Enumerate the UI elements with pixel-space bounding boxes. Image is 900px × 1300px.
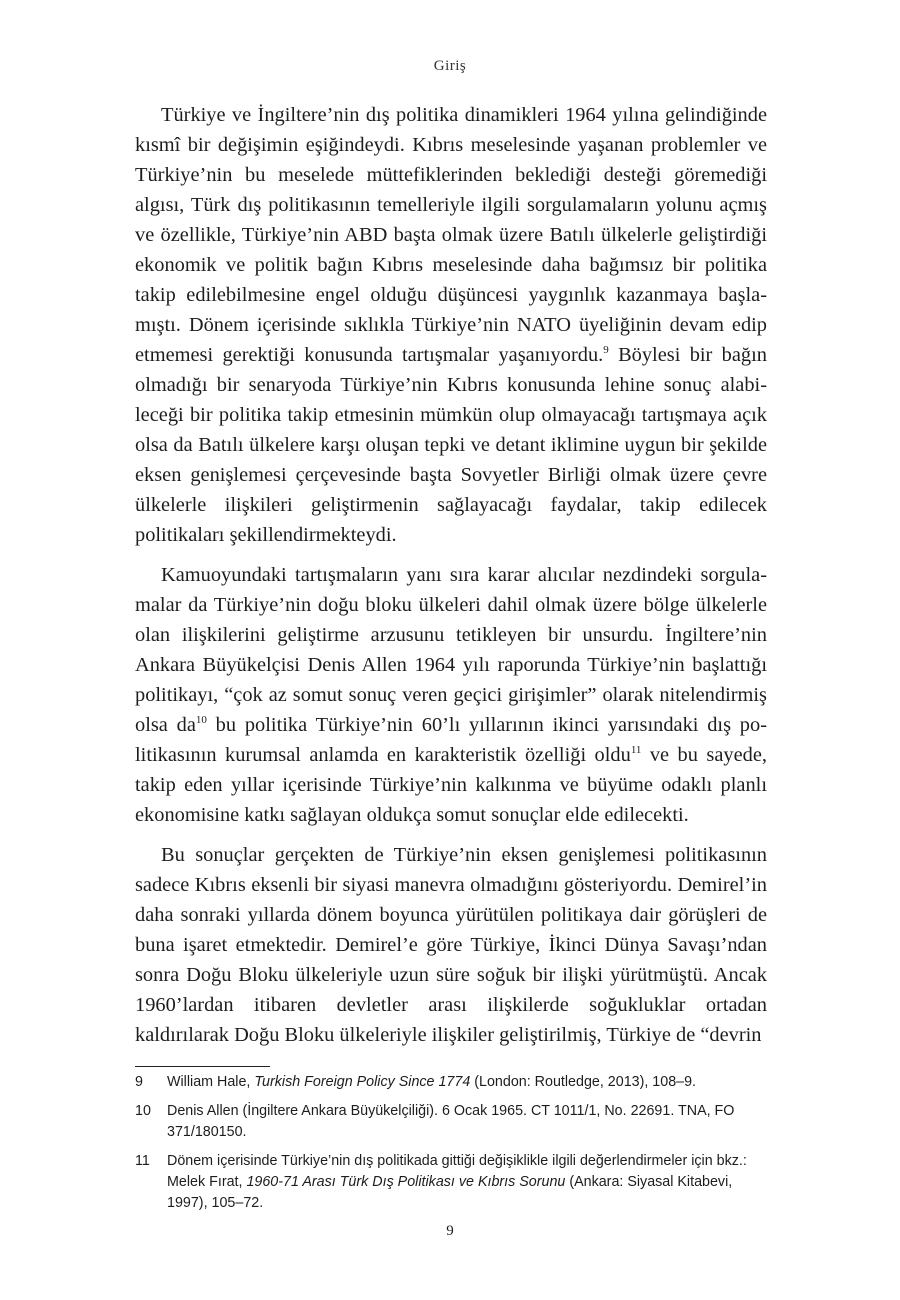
page-number: 9 bbox=[446, 1223, 454, 1239]
footnotes bbox=[135, 1072, 767, 1222]
book-title: 1960-71 Arası Türk Dış Politikası ve Kıbrıs Sorunu bbox=[246, 1174, 566, 1190]
text-run: Denis Allen (İngiltere Ankara Büyükelçiliği). 6 Ocak 1965. CT 1011/1, No. 22691. TNA, FO 371/180150. bbox=[167, 1103, 735, 1140]
footnote-text bbox=[167, 1101, 767, 1143]
text-run: Bu sonuçlar gerçekten de Türkiye’nin eksen genişlemesi politikasının sadece Kıbrıs eksenli bir siyasi manevra olmadığını gösteriyordu. Demirel’in daha sonraki yıllarda dönem boyunca yürütülen politikaya dair görüşleri de buna işaret etmektedir. Demirel’e göre Türkiye, İkinci Dünya Savaşı’ndan sonra Doğu Bloku ülkeleriyle uzun süre soğuk bir ilişki yürütmüştü. Ancak 1960’lardan itibaren devletler arası ilişkilerde soğukluklar ortadan kaldırılarak Doğu Bloku ülkeleriyle ilişkiler geliştirilmiş, Türkiye de “devrin bbox=[135, 844, 767, 1046]
footnote-text bbox=[167, 1151, 767, 1214]
footnote-9 bbox=[135, 1072, 767, 1093]
text-run: bu politika Türkiye’nin 60’lı yıllarının ikinci yarısındaki dış politikasının kurumsal anlamda en karakteristik özelliği oldu bbox=[135, 714, 767, 766]
footnote-10 bbox=[135, 1101, 767, 1143]
footnote-text bbox=[167, 1072, 767, 1093]
footnote-number: 10 bbox=[135, 1103, 151, 1119]
footnote-ref-11[interactable]: 11 bbox=[630, 744, 642, 756]
text-run: (London: Routledge, 2013), 108–9. bbox=[470, 1074, 697, 1090]
text-run: ve bu sayede, takip eden yıllar içerisinde Türkiye’nin kalkınma ve büyüme odaklı planlı ekonomisine katkı sağlayan oldukça somut sonuçlar elde edilecekti. bbox=[135, 744, 767, 826]
paragraph-1 bbox=[135, 100, 767, 550]
book-title: Turkish Foreign Policy Since 1774 bbox=[254, 1074, 471, 1090]
footnote-ref-10[interactable]: 10 bbox=[195, 714, 207, 726]
running-head: Giriş bbox=[433, 58, 467, 74]
footnote-number: 9 bbox=[135, 1074, 143, 1090]
text-run: (Ankara: Siyasal Kitabevi, 1997), 105–72. bbox=[167, 1174, 733, 1211]
paragraph-3 bbox=[135, 840, 767, 1050]
footnote-number: 11 bbox=[135, 1153, 150, 1169]
footnote-11 bbox=[135, 1151, 767, 1214]
body-text bbox=[135, 100, 767, 1060]
text-run: Türkiye ve İngiltere’nin dış politika dinamikleri 1964 yılına gelindiğinde kısmî bir değişimin eşiğindeydi. Kıbrıs meselesinde yaşanan problemler ve Türkiye’nin bu meselede müttefiklerinden beklediği desteği göremediği algısı, Türk dış politikasının temelleriyle ilgili sorgulamaların yolunu açmış ve özellikle, Türkiye’nin ABD başta olmak üzere Batılı ülkelerle geliştirdiği ekonomik ve politik bağın Kıbrıs meselesinde daha bağımsız bir politika takip edilebilmesine engel olduğu düşüncesi yaygınlık kazanmaya başlamıştı. Dönem içerisinde sıklıkla Türkiye’nin NATO üyeliğinin devam edip etmemesi gerektiği konusunda tartışmalar yaşanıyordu. bbox=[135, 104, 767, 366]
footnote-ref-9[interactable]: 9 bbox=[603, 344, 609, 356]
paragraph-2 bbox=[135, 560, 767, 830]
text-run: William Hale, bbox=[167, 1074, 255, 1090]
footnote-divider bbox=[135, 1066, 270, 1067]
text-run: Dönem içerisinde Türkiye’nin dış politikada gittiği değişiklikle ilgili değerlendirmeler için bkz.: Melek Fırat, bbox=[167, 1153, 747, 1190]
text-run: Böylesi bir bağın olmadığı bir senaryoda Türkiye’nin Kıbrıs konusunda lehine sonuç alabileceği bir politika takip etmesinin mümkün olup olmayacağı tartışmaya açık olsa da Batılı ülkelere karşı oluşan tepki ve detant iklimine uygun bir şekilde eksen genişlemesi çerçevesinde başta Sovyetler Birliği olmak üzere çevre ülkelerle ilişkileri geliştirmenin sağlayacağı faydalar, takip edilecek politikaları şekillendirmekteydi. bbox=[135, 344, 767, 546]
text-run: Kamuoyundaki tartışmaların yanı sıra karar alıcılar nezdindeki sorgulamalar da Türkiye’nin doğu bloku ülkeleri dahil olmak üzere bölge ülkelerle olan ilişkilerini geliştirme arzusunu tetikleyen bir unsurdu. İngiltere’nin Ankara Büyükelçisi Denis Allen 1964 yılı raporunda Türkiye’nin başlattığı politikayı, “çok az somut sonuç veren geçici girişimler” olarak nitelendirmiş olsa da bbox=[135, 564, 767, 736]
